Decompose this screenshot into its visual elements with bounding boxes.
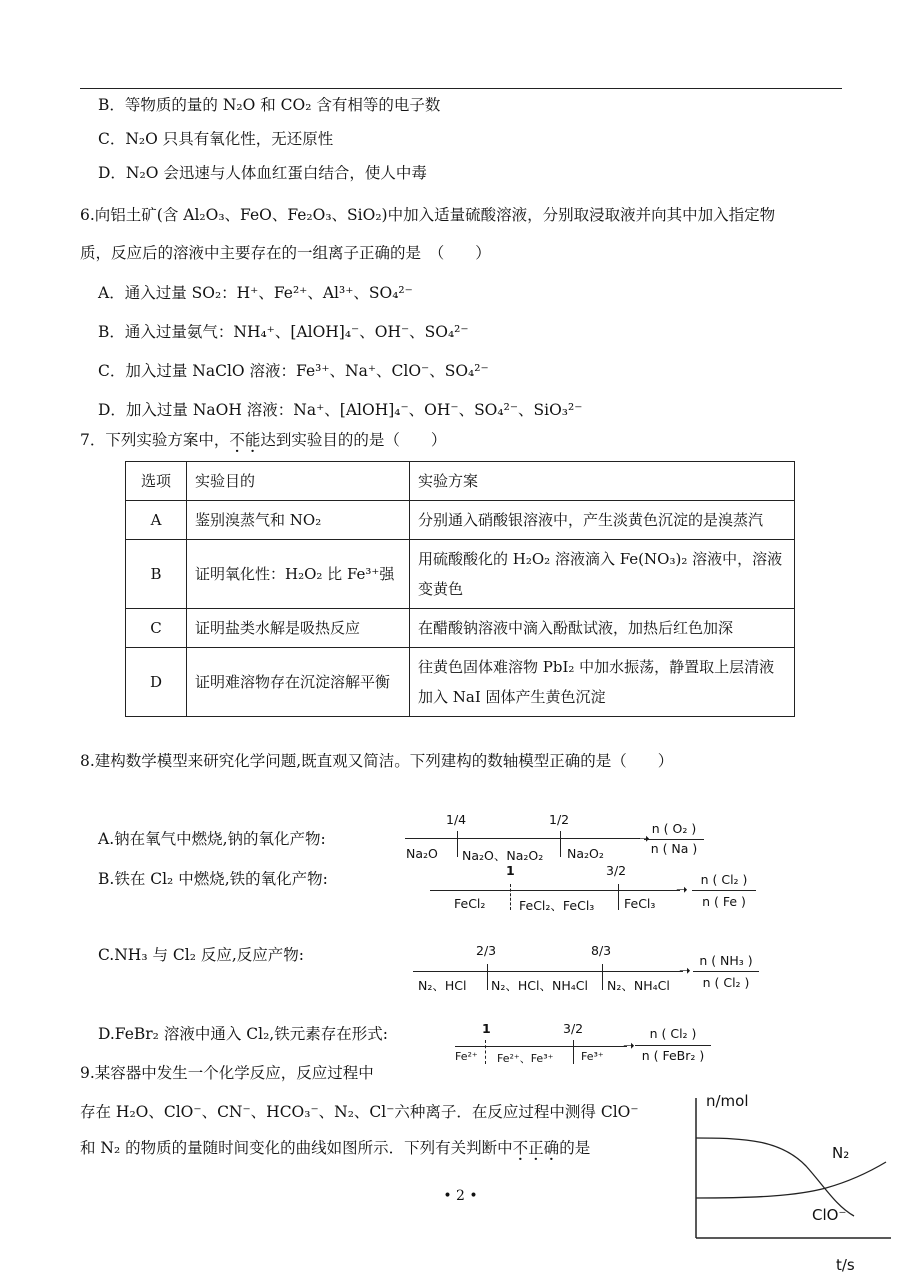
q6-option-a: A．通入过量 SO₂：H⁺、Fe²⁺、Al³⁺、SO₄²⁻: [98, 284, 413, 302]
axis-tick: [510, 884, 511, 910]
q8-option-d-label: D.FeBr₂ 溶液中通入 Cl₂,铁元素存在形式:: [98, 1025, 388, 1043]
option-cell: A: [126, 501, 187, 540]
q8-option-b-label: B.铁在 Cl₂ 中燃烧,铁的氧化产物:: [98, 870, 328, 888]
ratio-numerator: n ( O₂ ): [651, 821, 697, 836]
ratio-denominator: n ( FeBr₂ ): [641, 1048, 705, 1063]
plan-cell: 往黄色固体难溶物 PbI₂ 中加水振荡，静置取上层清液加入 NaI 固体产生黄色沉淀: [410, 648, 795, 717]
q9-graph: [686, 1088, 896, 1280]
option-cell: D: [126, 648, 187, 717]
tick-label: 1/2: [549, 812, 570, 827]
axis-line: [430, 890, 680, 891]
arrow-head: ➝: [638, 831, 650, 847]
region-label: FeCl₂、FeCl₃: [519, 898, 595, 913]
region-label: Na₂O、Na₂O₂: [462, 848, 544, 863]
q8-option-c-label: C.NH₃ 与 Cl₂ 反应,反应产物:: [98, 946, 304, 964]
region-label: Na₂O: [406, 846, 438, 861]
tick-label: 3/2: [563, 1021, 584, 1036]
fraction-bar: [635, 1045, 711, 1046]
q8-option-a-label: A.钠在氧气中燃烧,钠的氧化产物:: [98, 830, 326, 848]
q9-stem-line3: 和 N₂ 的物质的量随时间变化的曲线如图所示．下列有关判断中不正确的是: [80, 1139, 591, 1157]
ratio-numerator: n ( NH₃ ): [699, 953, 753, 968]
axis-tick: [560, 831, 561, 857]
goal-cell: 证明盐类水解是吸热反应: [187, 609, 410, 648]
goal-cell: 证明氧化性：H₂O₂ 比 Fe³⁺强: [187, 540, 410, 609]
region-label: N₂、HCl: [418, 978, 467, 993]
fraction-bar: [692, 890, 756, 891]
q9-stem-line1: 9.某容器中发生一个化学反应，反应过程中: [80, 1064, 374, 1082]
tick-label: 8/3: [591, 943, 612, 958]
q7-stem: 7．下列实验方案中，不能达到实验目的的是（ ）: [80, 431, 447, 449]
axis-tick: [485, 1040, 486, 1064]
q9-stem-line2: 存在 H₂O、ClO⁻、CN⁻、HCO₃⁻、N₂、Cl⁻六种离子．在反应过程中测得 ClO⁻: [80, 1103, 639, 1121]
q8-option-c-axis: [413, 940, 763, 996]
arrow-head: ➝: [676, 882, 688, 898]
graph-ylabel: n/mol: [706, 1092, 749, 1110]
tick-label: 1/4: [446, 812, 467, 827]
q8-stem: 8.建构数学模型来研究化学问题,既直观又简洁。下列建构的数轴模型正确的是（ ）: [80, 752, 674, 770]
q9-graph-svg: [686, 1088, 896, 1276]
table-row: [126, 648, 795, 717]
q5-option-d: D．N₂O 会迅速与人体血红蛋白结合，使人中毒: [98, 164, 427, 182]
goal-cell: 证明难溶物存在沉淀溶解平衡: [187, 648, 410, 717]
region-label: Na₂O₂: [567, 846, 604, 861]
option-cell: C: [126, 609, 187, 648]
axis-tick: [457, 831, 458, 857]
axis-line: [413, 971, 683, 972]
ratio-denominator: n ( Na ): [650, 841, 698, 856]
region-label: Fe²⁺: [455, 1050, 478, 1063]
tick-label: 1: [482, 1021, 491, 1036]
region-label: N₂、NH₄Cl: [607, 978, 670, 993]
region-label: Fe³⁺: [581, 1050, 604, 1063]
ratio-numerator: n ( Cl₂ ): [700, 872, 748, 887]
axis-line: [405, 838, 640, 839]
q8-option-b-axis: [430, 862, 760, 917]
axis-tick: [487, 964, 488, 990]
tick-label: 2/3: [476, 943, 497, 958]
fraction-bar: [693, 971, 759, 972]
ratio-denominator: n ( Fe ): [702, 894, 746, 909]
plan-cell: 在醋酸钠溶液中滴入酚酞试液，加热后红色加深: [410, 609, 795, 648]
ratio-denominator: n ( Cl₂ ): [702, 975, 750, 990]
axis-line: [455, 1046, 627, 1047]
arrow-head: ➝: [679, 963, 691, 979]
header-rule: [80, 88, 842, 89]
tick-label: 1: [506, 863, 515, 878]
region-label: N₂、HCl、NH₄Cl: [491, 978, 588, 993]
q6-option-d: D．加入过量 NaOH 溶液：Na⁺、[AlOH]₄⁻、OH⁻、SO₄²⁻、SiO₃²⁻: [98, 401, 583, 419]
table-row: [126, 540, 795, 609]
table-row: [126, 501, 795, 540]
region-label: FeCl₃: [624, 896, 656, 911]
q6-option-b: B．通入过量氨气：NH₄⁺、[AlOH]₄⁻、OH⁻、SO₄²⁻: [98, 323, 469, 341]
curve-label-clo: ClO⁻: [812, 1206, 847, 1224]
clo-curve: [696, 1138, 854, 1216]
graph-xlabel: t/s: [836, 1256, 855, 1274]
axis-tick: [573, 1040, 574, 1064]
q8-option-a-axis: [400, 808, 710, 863]
table-header-row: [126, 462, 795, 501]
curve-label-n2: N₂: [832, 1144, 850, 1162]
axis-tick: [602, 964, 603, 990]
region-label: Fe²⁺、Fe³⁺: [497, 1052, 554, 1065]
option-cell: B: [126, 540, 187, 609]
page-number: • 2 •: [443, 1188, 478, 1204]
goal-cell: 鉴别溴蒸气和 NO₂: [187, 501, 410, 540]
plan-cell: 用硫酸酸化的 H₂O₂ 溶液滴入 Fe(NO₃)₂ 溶液中，溶液变黄色: [410, 540, 795, 609]
fraction-bar: [644, 839, 704, 840]
ratio-numerator: n ( Cl₂ ): [649, 1026, 697, 1041]
q5-option-b: B．等物质的量的 N₂O 和 CO₂ 含有相等的电子数: [98, 96, 441, 114]
region-label: FeCl₂: [454, 896, 486, 911]
q6-stem-line2: 质，反应后的溶液中主要存在的一组离子正确的是 （ ）: [80, 244, 491, 262]
q6-stem-line1: 6.向铝土矿(含 Al₂O₃、FeO、Fe₂O₃、SiO₂)中加入适量硫酸溶液，分别取浸取液并向其中加入指定物: [80, 206, 776, 224]
q8-option-d-axis: [455, 1020, 715, 1070]
table-row: [126, 609, 795, 648]
header-cell: 选项: [126, 462, 187, 501]
axis-tick: [618, 884, 619, 910]
header-cell: 实验目的: [187, 462, 410, 501]
q6-option-c: C．加入过量 NaClO 溶液：Fe³⁺、Na⁺、ClO⁻、SO₄²⁻: [98, 362, 489, 380]
header-cell: 实验方案: [410, 462, 795, 501]
tick-label: 3/2: [606, 863, 627, 878]
q5-option-c: C．N₂O 只具有氧化性，无还原性: [98, 130, 334, 148]
arrow-head: ➝: [623, 1038, 635, 1054]
plan-cell: 分别通入硝酸银溶液中，产生淡黄色沉淀的是溴蒸汽: [410, 501, 795, 540]
q7-table: [125, 461, 795, 717]
